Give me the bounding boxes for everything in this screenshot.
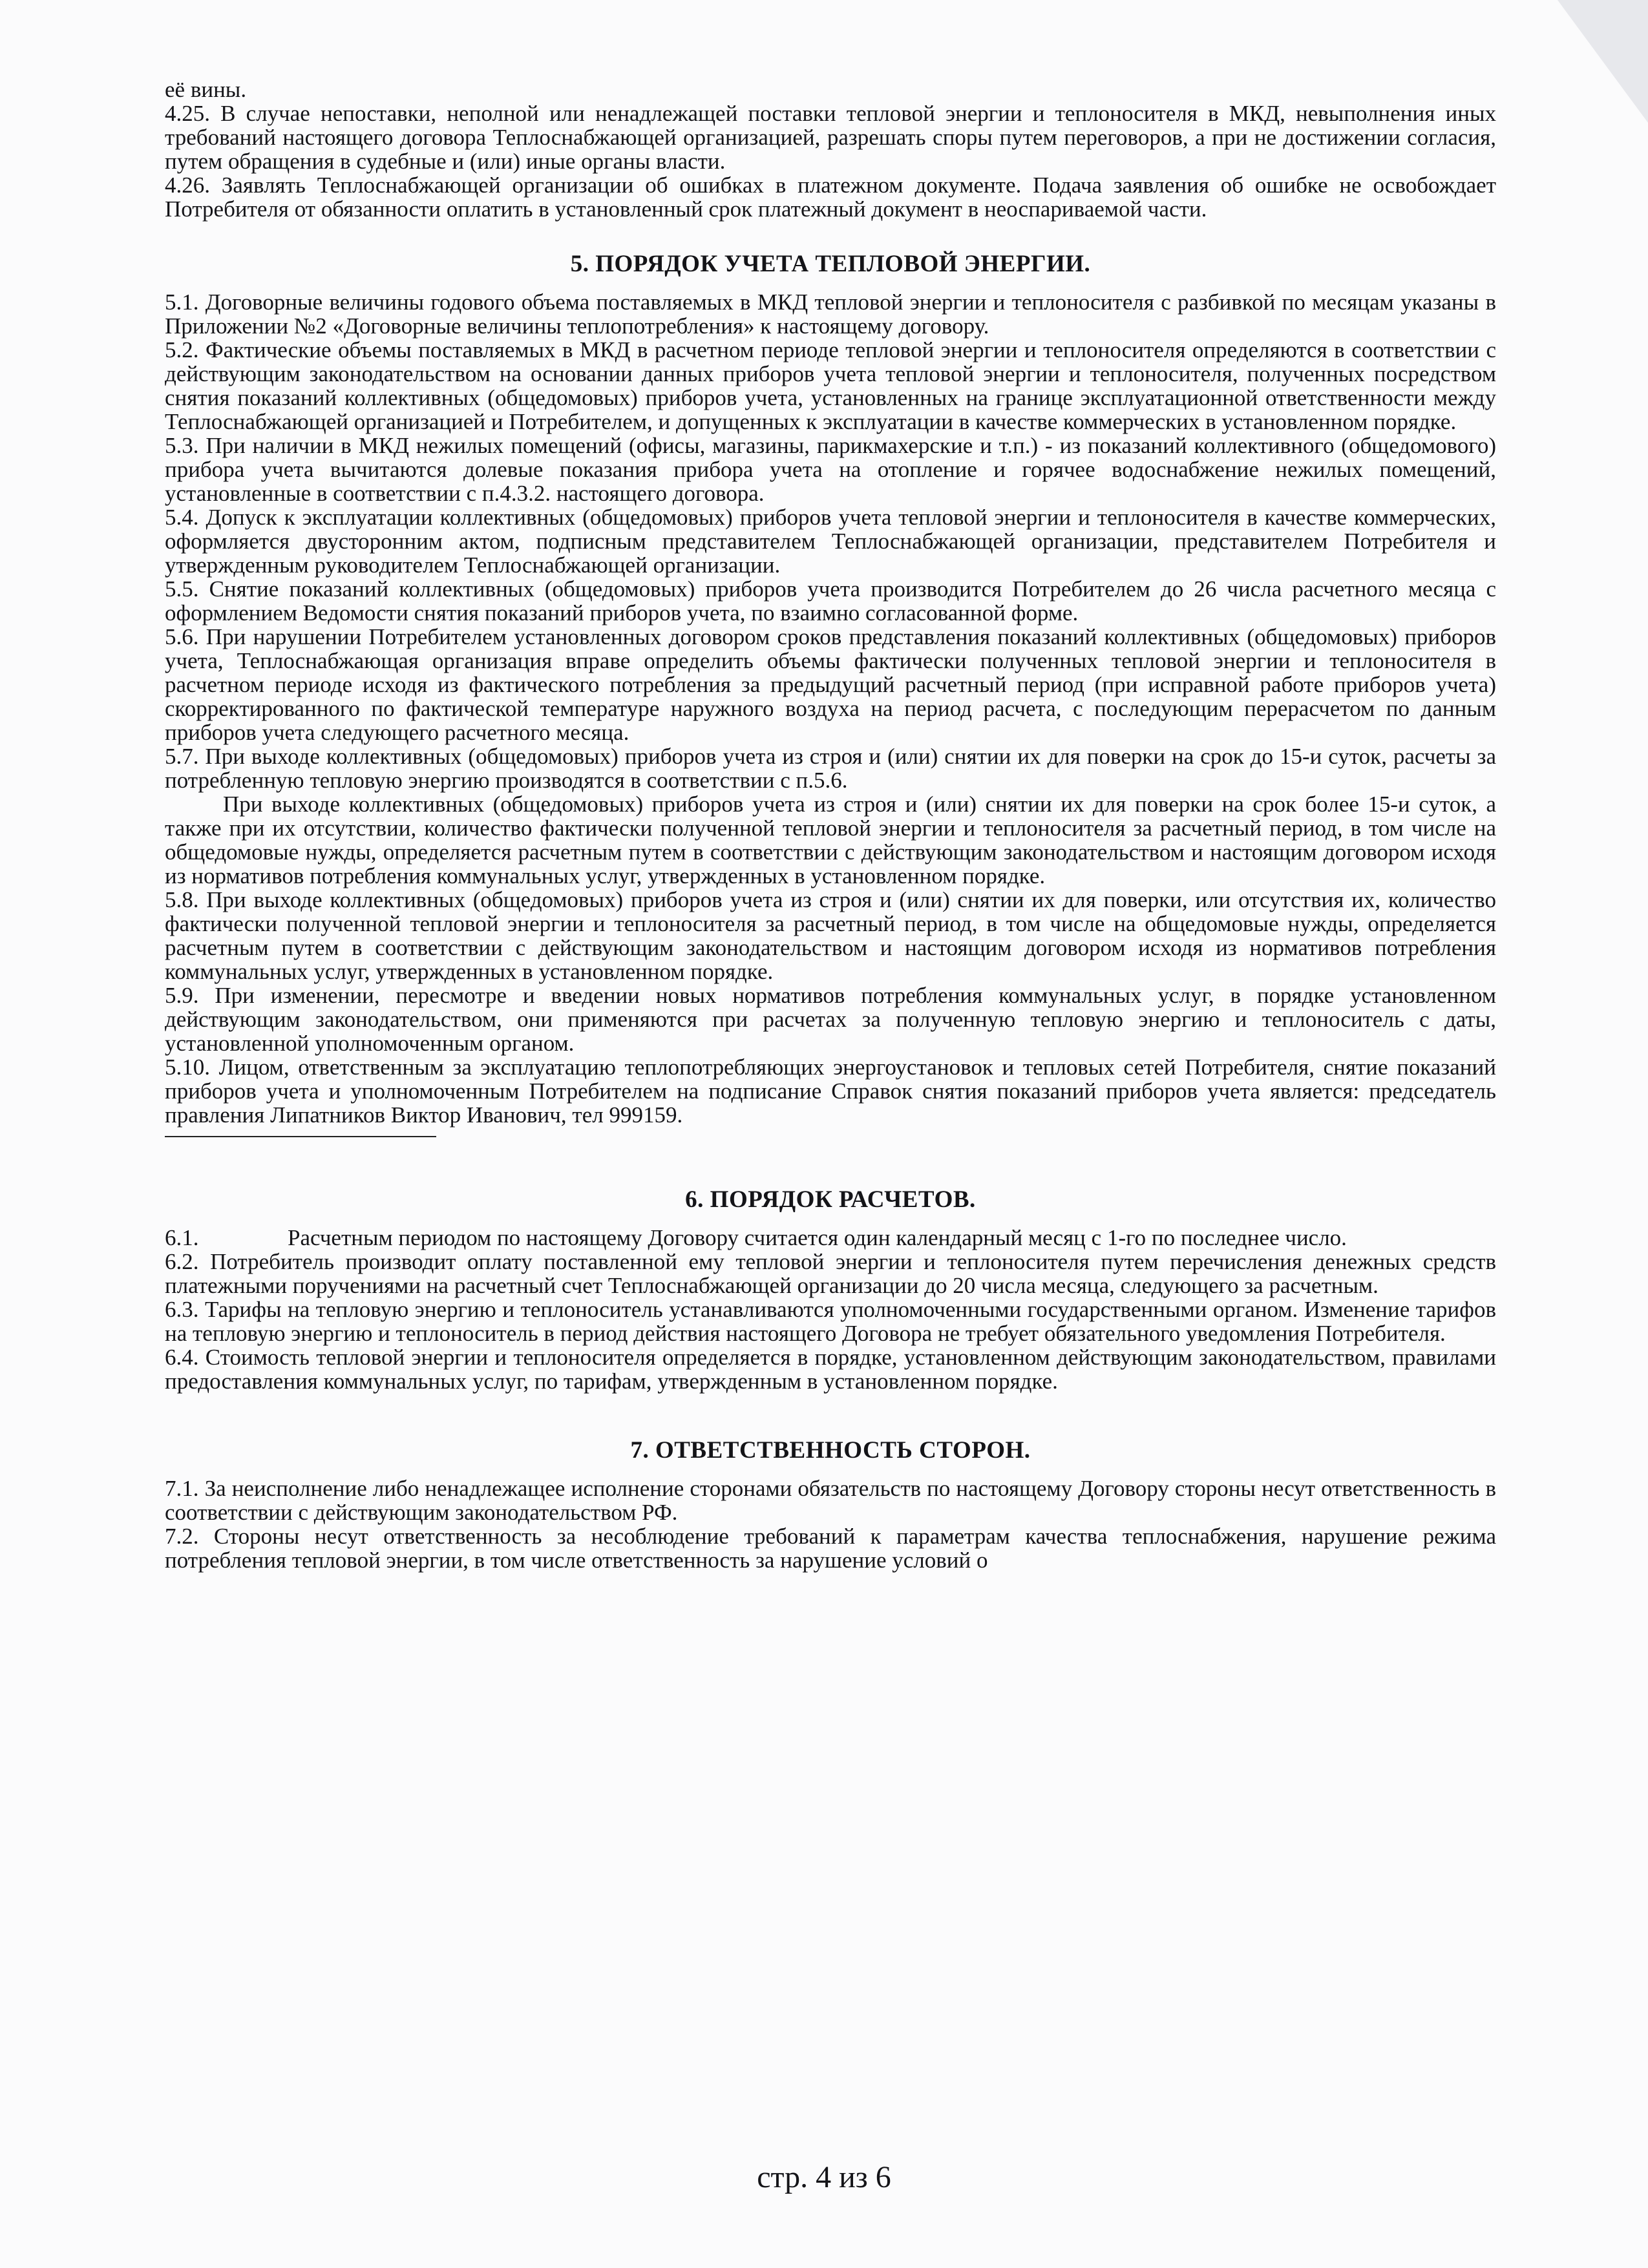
clause-5-2: 5.2. Фактические объемы поставляемых в МКД в расчетном периоде тепловой энергии и теплоносителя определяются в соответствии с действующим законодательством на основании данных приборов учета тепловой энергии и теплоносителя, полученных посредством снятия показаний коллективных (общедомовых) приборов учета, установленных на границе эксплуатационной ответственности между Теплоснабжающей организацией и Потребителем, и допущенных к эксплуатации в качестве коммерческих в установленном порядке. xyxy=(165,337,1496,434)
clause-5-5: 5.5. Снятие показаний коллективных (общедомовых) приборов учета производится Потребителем до 26 числа расчетного месяца с оформлением Ведомости снятия показаний приборов учета, по взаимно согласованной форме. xyxy=(165,576,1496,625)
paragraph-continuation: её вины. xyxy=(165,77,247,102)
clause-6-1-number: 6.1. xyxy=(165,1225,199,1250)
clause-7-1: 7.1. За неисполнение либо ненадлежащее исполнение сторонами обязательств по настоящему Договору стороны несут ответственность в соответствии с действующим законодательством РФ. xyxy=(165,1476,1496,1525)
document-body xyxy=(165,78,1496,1572)
clause-5-10: 5.10. Лицом, ответственным за эксплуатацию теплопотребляющих энергоустановок и тепловых сетей Потребителя, снятие показаний приборов учета и уполномоченным Потребителем на подписание Справок снятия показаний приборов учета является: председатель правления Липатников Виктор Иванович, тел 999159. xyxy=(165,1055,1496,1128)
clause-4-25: 4.25. В случае непоставки, неполной или ненадлежащей поставки тепловой энергии и теплоносителя в МКД, невыполнения иных требований настоящего договора Теплоснабжающей организацией, разрешать споры путем переговоров, а при не достижении согласия, путем обращения в судебные и (или) иные органы власти. xyxy=(165,101,1496,174)
section-6-heading: 6. ПОРЯДОК РАСЧЕТОВ. xyxy=(685,1186,976,1213)
clause-6-2: 6.2. Потребитель производит оплату поставленной ему тепловой энергии и теплоносителя путем перечисления денежных средств платежными поручениями на расчетный счет Теплоснабжающей организации до 20 числа месяца, следующего за расчетным. xyxy=(165,1249,1496,1298)
clause-6-3: 6.3. Тарифы на тепловую энергию и теплоноситель устанавливаются уполномоченными государственными органом. Изменение тарифов на тепловую энергию и теплоноситель в период действия настоящего Договора не требует обязательного уведомления Потребителя. xyxy=(165,1297,1496,1346)
clause-4-26: 4.26. Заявлять Теплоснабжающей организации об ошибках в платежном документе. Подача заявления об ошибке не освобождает Потребителя от обязанности оплатить в установленный срок платежный документ в неоспариваемой части. xyxy=(165,173,1496,222)
section-7-heading: 7. ОТВЕТСТВЕННОСТЬ СТОРОН. xyxy=(630,1437,1031,1464)
clause-5-8: 5.8. При выходе коллективных (общедомовых) приборов учета из строя и (или) снятии их для поверки, или отсутствия их, количество фактически полученной тепловой энергии и теплоносителя за расчетный период, в том числе на общедомовые нужды, определяется расчетным путем в соответствии с действующим законодательством и настоящим договором исходя из нормативов потребления коммунальных услуг, утвержденных в установленном порядке. xyxy=(165,887,1496,984)
clause-5-3: 5.3. При наличии в МКД нежилых помещений (офисы, магазины, парикмахерские и т.п.) - из показаний коллективного (общедомового) прибора учета вычитаются долевые показания прибора учета на отопление и горячее водоснабжение нежилых помещений, установленные в соответствии с п.4.3.2. настоящего договора. xyxy=(165,433,1496,506)
folded-corner xyxy=(1558,0,1648,123)
clause-5-4: 5.4. Допуск к эксплуатации коллективных (общедомовых) приборов учета тепловой энергии и теплоносителя в качестве коммерческих, оформляется двусторонним актом, подписным представителем Теплоснабжающей организации, представителем Потребителя и утвержденным руководителем Теплоснабжающей организации. xyxy=(165,505,1496,578)
clause-6-4: 6.4. Стоимость тепловой энергии и теплоносителя определяется в порядке, установленном действующим законодательством, правилами предоставления коммунальных услуг, по тарифам, утвержденным в установленном порядке. xyxy=(165,1345,1496,1394)
page-number: стр. 4 из 6 xyxy=(757,2160,891,2194)
clause-6-1-text: Расчетным периодом по настоящему Договору считается один календарный месяц с 1-го по последнее число. xyxy=(288,1225,1347,1250)
clause-5-6: 5.6. При нарушении Потребителем установленных договором сроков представления показаний коллективных (общедомовых) приборов учета, Теплоснабжающая организация вправе определить объемы фактически полученных тепловой энергии и теплоносителя в расчетном периоде исходя из фактического потребления за предыдущий расчетный период (при исправной работе приборов учета) скорректированного по фактической температуре наружного воздуха на период расчета, с последующим перерасчетом по данным приборов учета следующего расчетного месяца. xyxy=(165,624,1496,745)
clause-7-2: 7.2. Стороны несут ответственность за несоблюдение требований к параметрам качества теплоснабжения, нарушение режима потребления тепловой энергии, в том числе ответственность за нарушение условий о xyxy=(165,1524,1496,1573)
clause-6-1 xyxy=(165,1226,1496,1250)
clause-5-9: 5.9. При изменении, пересмотре и введении новых нормативов потребления коммунальных услуг, в порядке установленном действующим законодательством, они применяются при расчетах за полученную тепловую энергию и теплоноситель с даты, установленной уполномоченным органом. xyxy=(165,983,1496,1056)
clause-5-7: 5.7. При выходе коллективных (общедомовых) приборов учета из строя и (или) снятии их для поверки на срок до 15-и суток, расчеты за потребленную тепловую энергию производятся в соответствии с п.5.6. xyxy=(165,744,1496,793)
section-5-heading: 5. ПОРЯДОК УЧЕТА ТЕПЛОВОЙ ЭНЕРГИИ. xyxy=(570,251,1091,277)
clause-5-7-continued: При выходе коллективных (общедомовых) приборов учета из строя и (или) снятии их для поверки на срок более 15-и суток, а также при их отсутствии, количество фактически полученной тепловой энергии и теплоносителя за расчетный период, в том числе на общедомовые нужды, определяется расчетным путем в соответствии с действующим законодательством и настоящим договором исходя из нормативов потребления коммунальных услуг, утвержденных в установленном порядке. xyxy=(165,792,1496,888)
clause-5-1: 5.1. Договорные величины годового объема поставляемых в МКД тепловой энергии и теплоносителя с разбивкой по месяцам указаны в Приложении №2 «Договорные величины теплопотребления» к настоящему договору. xyxy=(165,289,1496,339)
signature-line xyxy=(165,1136,436,1137)
